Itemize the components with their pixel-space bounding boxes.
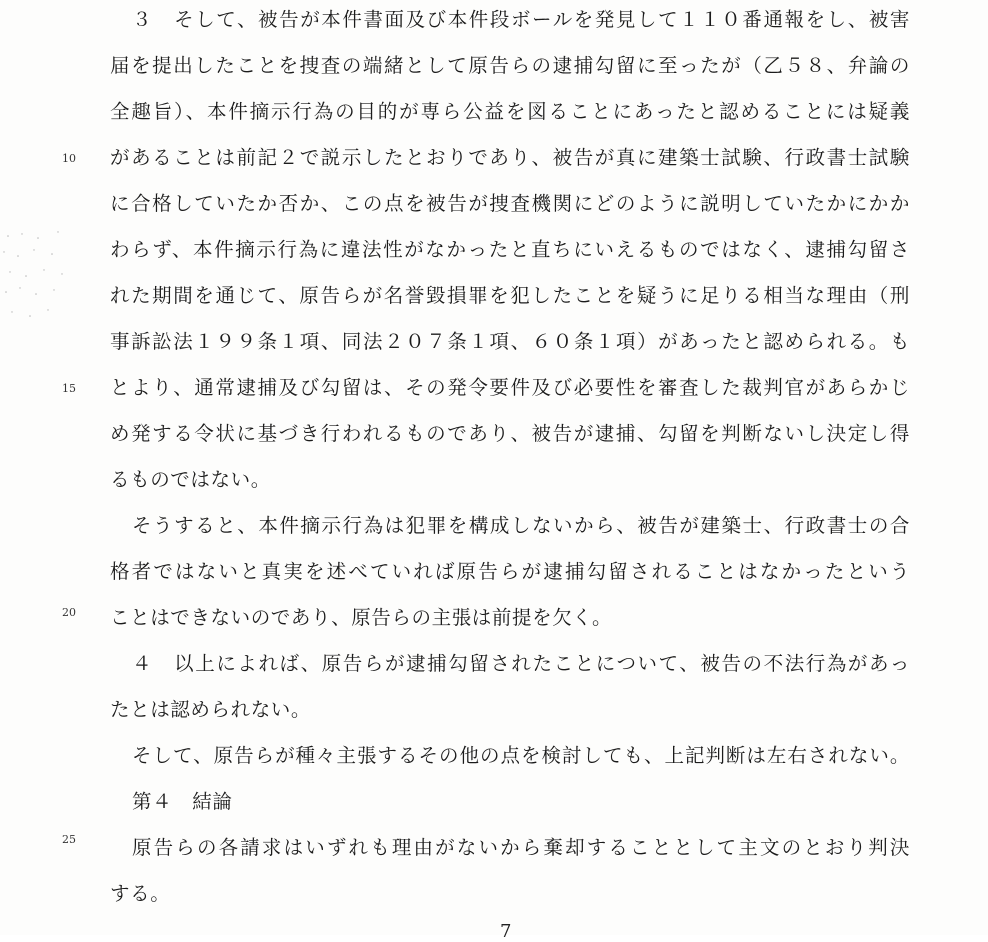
text-line: そして、原告らが種々主張するその他の点を検討しても、上記判断は左右されない。 (132, 744, 910, 767)
text-line: に合格していたか否か、この点を被告が捜査機関にどのように説明していたかにかか (110, 192, 910, 215)
text-line: 格者ではないと真実を述べていれば原告らが逮捕勾留されることはなかったという (110, 560, 910, 583)
text-line: とより、通常逮捕及び勾留は、その発令要件及び必要性を審査した裁判官があらかじ (110, 376, 910, 399)
text-line: れた期間を通じて、原告らが名誉毀損罪を犯したことを疑うに足りる相当な理由（刑 (110, 284, 910, 307)
text-line: るものではない。 (110, 468, 271, 491)
section-heading: 第４ 結論 (132, 790, 233, 813)
text-line: そうすると、本件摘示行為は犯罪を構成しないから、被告が建築士、行政書士の合 (132, 514, 910, 537)
text-line: があることは前記２で説示したとおりであり、被告が真に建築士試験、行政書士試験 (110, 146, 910, 169)
line-number-15: 15 (62, 382, 76, 395)
page-number: 7 (500, 921, 512, 942)
line-number-25: 25 (62, 833, 76, 846)
line-number-10: 10 (62, 152, 76, 165)
text-line: たとは認められない。 (110, 698, 312, 721)
text-line: 全趣旨）、本件摘示行為の目的が専ら公益を図ることにあったと認めることには疑義 (110, 100, 910, 123)
text-line: ことはできないのであり、原告らの主張は前提を欠く。 (110, 606, 613, 629)
text-line: 原告らの各請求はいずれも理由がないから棄却することとして主文のとおり判決 (132, 836, 910, 859)
text-line: 事訴訟法１９９条１項、同法２０７条１項、６０条１項）があったと認められる。も (110, 330, 910, 353)
text-line: ４ 以上によれば、原告らが逮捕勾留されたことについて、被告の不法行為があっ (132, 652, 910, 675)
text-line: する。 (110, 882, 171, 905)
scan-speckle-mark (0, 228, 70, 328)
text-line: め発する令状に基づき行われるものであり、被告が逮捕、勾留を判断ないし決定し得 (110, 422, 910, 445)
text-line: ３ そして、被告が本件書面及び本件段ボールを発見して１１０番通報をし、被害 (132, 8, 910, 31)
line-number-20: 20 (62, 606, 76, 619)
text-line: 届を提出したことを捜査の端緒として原告らの逮捕勾留に至ったが（乙５８、弁論の (110, 54, 910, 77)
text-line: わらず、本件摘示行為に違法性がなかったと直ちにいえるものではなく、逮捕勾留さ (110, 238, 910, 261)
